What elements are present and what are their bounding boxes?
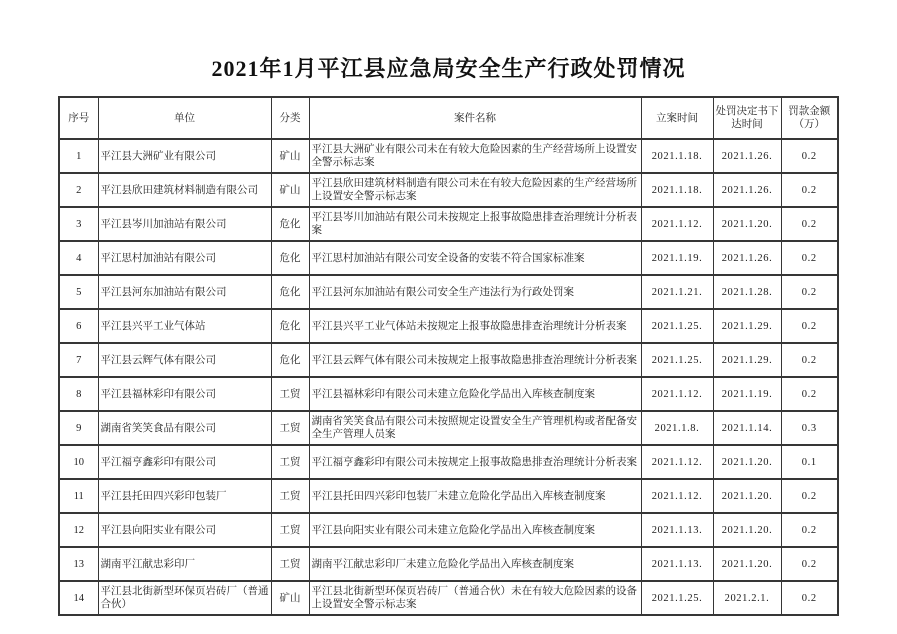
cell-decision-date: 2021.1.28. bbox=[713, 275, 781, 309]
table-row bbox=[59, 479, 838, 513]
cell-filed-date: 2021.1.13. bbox=[641, 513, 713, 547]
cell-row-number: 11 bbox=[59, 479, 98, 513]
cell-unit: 湖南平江献忠彩印厂 bbox=[98, 547, 271, 581]
cell-unit: 平江县欣田建筑材料制造有限公司 bbox=[98, 173, 271, 207]
cell-category: 危化 bbox=[271, 241, 309, 275]
cell-row-number: 13 bbox=[59, 547, 98, 581]
cell-decision-date: 2021.1.26. bbox=[713, 173, 781, 207]
header-category: 分类 bbox=[271, 97, 309, 139]
header-case-name: 案件名称 bbox=[309, 97, 641, 139]
table-row bbox=[59, 275, 838, 309]
cell-filed-date: 2021.1.8. bbox=[641, 411, 713, 445]
cell-category: 工贸 bbox=[271, 445, 309, 479]
cell-decision-date: 2021.1.20. bbox=[713, 207, 781, 241]
cell-row-number: 5 bbox=[59, 275, 98, 309]
cell-filed-date: 2021.1.25. bbox=[641, 581, 713, 615]
cell-decision-date: 2021.1.14. bbox=[713, 411, 781, 445]
cell-filed-date: 2021.1.12. bbox=[641, 445, 713, 479]
cell-row-number: 1 bbox=[59, 139, 98, 173]
table-row bbox=[59, 173, 838, 207]
cell-category: 工贸 bbox=[271, 411, 309, 445]
cell-row-number: 12 bbox=[59, 513, 98, 547]
cell-decision-date: 2021.1.20. bbox=[713, 445, 781, 479]
cell-category: 工贸 bbox=[271, 479, 309, 513]
table-row bbox=[59, 343, 838, 377]
cell-unit: 平江县向阳实业有限公司 bbox=[98, 513, 271, 547]
cell-fine: 0.2 bbox=[781, 343, 838, 377]
table-row bbox=[59, 309, 838, 343]
table-row bbox=[59, 377, 838, 411]
cell-fine: 0.2 bbox=[781, 241, 838, 275]
cell-unit: 平江县云辉气体有限公司 bbox=[98, 343, 271, 377]
cell-decision-date: 2021.1.26. bbox=[713, 139, 781, 173]
cell-filed-date: 2021.1.21. bbox=[641, 275, 713, 309]
cell-decision-date: 2021.1.19. bbox=[713, 377, 781, 411]
cell-unit: 湖南省笑笑食品有限公司 bbox=[98, 411, 271, 445]
cell-filed-date: 2021.1.12. bbox=[641, 207, 713, 241]
cell-category: 工贸 bbox=[271, 513, 309, 547]
cell-fine: 0.1 bbox=[781, 445, 838, 479]
cell-unit: 平江县托田四兴彩印包装厂 bbox=[98, 479, 271, 513]
cell-filed-date: 2021.1.13. bbox=[641, 547, 713, 581]
header-row bbox=[59, 97, 838, 139]
table-row bbox=[59, 411, 838, 445]
cell-fine: 0.2 bbox=[781, 173, 838, 207]
cell-unit: 平江县河东加油站有限公司 bbox=[98, 275, 271, 309]
table-row bbox=[59, 513, 838, 547]
cell-unit: 平江县北街新型环保页岩砖厂（普通合伙） bbox=[98, 581, 271, 615]
table-row bbox=[59, 207, 838, 241]
cell-unit: 平江福亨鑫彩印有限公司 bbox=[98, 445, 271, 479]
cell-case-name: 平江县欣田建筑材料制造有限公司未在有较大危险因素的生产经营场所上设置安全警示标志案 bbox=[309, 173, 641, 207]
cell-decision-date: 2021.1.20. bbox=[713, 479, 781, 513]
cell-case-name: 平江县北街新型环保页岩砖厂（普通合伙）未在有较大危险因素的设备上设置安全警示标志案 bbox=[309, 581, 641, 615]
cell-fine: 0.2 bbox=[781, 479, 838, 513]
cell-case-name: 平江县兴平工业气体站未按规定上报事故隐患排查治理统计分析表案 bbox=[309, 309, 641, 343]
cell-fine: 0.2 bbox=[781, 547, 838, 581]
header-unit: 单位 bbox=[98, 97, 271, 139]
cell-category: 危化 bbox=[271, 275, 309, 309]
cell-fine: 0.2 bbox=[781, 207, 838, 241]
cell-row-number: 7 bbox=[59, 343, 98, 377]
cell-case-name: 平江县云辉气体有限公司未按规定上报事故隐患排查治理统计分析表案 bbox=[309, 343, 641, 377]
table-row bbox=[59, 241, 838, 275]
cell-case-name: 平江县河东加油站有限公司安全生产违法行为行政处罚案 bbox=[309, 275, 641, 309]
cell-case-name: 平江思村加油站有限公司安全设备的安装不符合国家标准案 bbox=[309, 241, 641, 275]
cell-fine: 0.2 bbox=[781, 581, 838, 615]
table-row bbox=[59, 445, 838, 479]
cell-category: 危化 bbox=[271, 309, 309, 343]
cell-filed-date: 2021.1.25. bbox=[641, 343, 713, 377]
cell-decision-date: 2021.1.20. bbox=[713, 513, 781, 547]
table-body bbox=[59, 139, 838, 615]
cell-row-number: 10 bbox=[59, 445, 98, 479]
cell-case-name: 平江福亨鑫彩印有限公司未按规定上报事故隐患排查治理统计分析表案 bbox=[309, 445, 641, 479]
cell-fine: 0.3 bbox=[781, 411, 838, 445]
cell-row-number: 8 bbox=[59, 377, 98, 411]
cell-row-number: 4 bbox=[59, 241, 98, 275]
cell-case-name: 平江县福林彩印有限公司未建立危险化学品出入库核查制度案 bbox=[309, 377, 641, 411]
cell-filed-date: 2021.1.18. bbox=[641, 139, 713, 173]
header-no: 序号 bbox=[59, 97, 98, 139]
cell-row-number: 6 bbox=[59, 309, 98, 343]
cell-fine: 0.2 bbox=[781, 377, 838, 411]
cell-filed-date: 2021.1.12. bbox=[641, 479, 713, 513]
cell-decision-date: 2021.1.20. bbox=[713, 547, 781, 581]
cell-category: 矿山 bbox=[271, 173, 309, 207]
cell-case-name: 平江县托田四兴彩印包装厂未建立危险化学品出入库核查制度案 bbox=[309, 479, 641, 513]
cell-category: 危化 bbox=[271, 207, 309, 241]
header-fine: 罚款金额（万） bbox=[781, 97, 838, 139]
cell-fine: 0.2 bbox=[781, 513, 838, 547]
cell-filed-date: 2021.1.12. bbox=[641, 377, 713, 411]
cell-unit: 平江县岑川加油站有限公司 bbox=[98, 207, 271, 241]
cell-fine: 0.2 bbox=[781, 309, 838, 343]
cell-category: 矿山 bbox=[271, 581, 309, 615]
cell-fine: 0.2 bbox=[781, 139, 838, 173]
cell-unit: 平江县福林彩印有限公司 bbox=[98, 377, 271, 411]
cell-category: 工贸 bbox=[271, 547, 309, 581]
cell-case-name: 平江县向阳实业有限公司未建立危险化学品出入库核查制度案 bbox=[309, 513, 641, 547]
cell-unit: 平江县大洲矿业有限公司 bbox=[98, 139, 271, 173]
cell-category: 矿山 bbox=[271, 139, 309, 173]
table-row bbox=[59, 547, 838, 581]
table-row bbox=[59, 581, 838, 615]
cell-unit: 平江县兴平工业气体站 bbox=[98, 309, 271, 343]
page-title: 2021年1月平江县应急局安全生产行政处罚情况 bbox=[211, 56, 686, 81]
punishment-table bbox=[58, 96, 839, 616]
cell-row-number: 9 bbox=[59, 411, 98, 445]
cell-row-number: 3 bbox=[59, 207, 98, 241]
table-row bbox=[59, 139, 838, 173]
cell-category: 工贸 bbox=[271, 377, 309, 411]
cell-decision-date: 2021.1.26. bbox=[713, 241, 781, 275]
cell-category: 危化 bbox=[271, 343, 309, 377]
cell-case-name: 湖南平江献忠彩印厂未建立危险化学品出入库核查制度案 bbox=[309, 547, 641, 581]
cell-row-number: 2 bbox=[59, 173, 98, 207]
cell-case-name: 平江县大洲矿业有限公司未在有较大危险因素的生产经营场所上设置安全警示标志案 bbox=[309, 139, 641, 173]
header-filed-date: 立案时间 bbox=[641, 97, 713, 139]
cell-case-name: 湖南省笑笑食品有限公司未按照规定设置安全生产管理机构或者配备安全生产管理人员案 bbox=[309, 411, 641, 445]
header-decision-date: 处罚决定书下达时间 bbox=[713, 97, 781, 139]
cell-filed-date: 2021.1.19. bbox=[641, 241, 713, 275]
cell-row-number: 14 bbox=[59, 581, 98, 615]
cell-unit: 平江思村加油站有限公司 bbox=[98, 241, 271, 275]
cell-decision-date: 2021.2.1. bbox=[713, 581, 781, 615]
cell-fine: 0.2 bbox=[781, 275, 838, 309]
cell-filed-date: 2021.1.25. bbox=[641, 309, 713, 343]
cell-case-name: 平江县岑川加油站有限公司未按规定上报事故隐患排查治理统计分析表案 bbox=[309, 207, 641, 241]
cell-filed-date: 2021.1.18. bbox=[641, 173, 713, 207]
cell-decision-date: 2021.1.29. bbox=[713, 309, 781, 343]
cell-decision-date: 2021.1.29. bbox=[713, 343, 781, 377]
